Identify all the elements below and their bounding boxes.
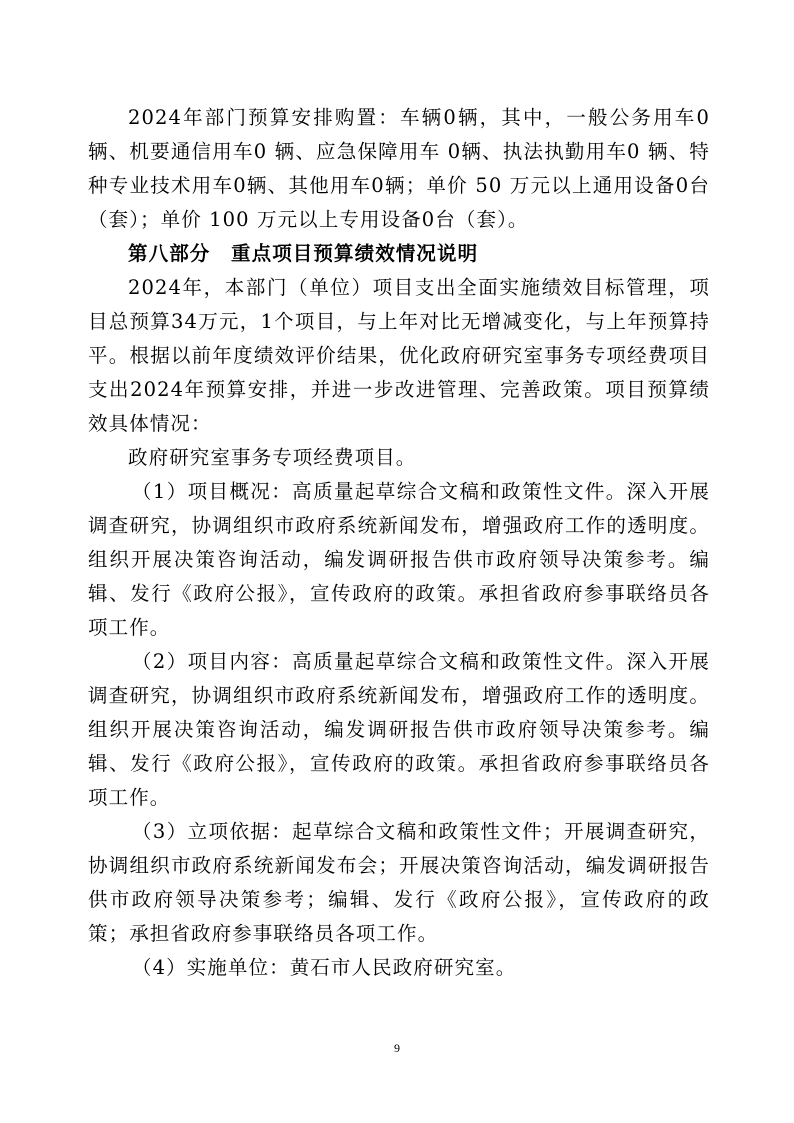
project-name-paragraph: 政府研究室事务专项经费项目。 bbox=[128, 446, 417, 469]
project-content-item: （2）项目内容：高质量起草综合文稿和政策性文件。深入开展调查研究，协调组织市政府系统新闻发布，增强政府工作的透明度。组织开展决策咨询活动，编发调研报告供市政府领导决策参考。编辑、发行《政府公报》，宣传政府的政策。承担省政府参事联络员各项工作。 bbox=[88, 650, 710, 809]
performance-overview-paragraph: 2024年，本部门（单位）项目支出全面实施绩效目标管理，项目总预算34万元，1个项目，与上年对比无增减变化，与上年预算持平。根据以前年度绩效评价结果，优化政府研究室事务专项经费项目支出2024年预算安排，并进一步改进管理、完善政策。项目预算绩效具体情况： bbox=[88, 276, 710, 435]
page-number: 9 bbox=[394, 1041, 400, 1055]
section-heading-part-eight: 第八部分 重点项目预算绩效情况说明 bbox=[128, 242, 479, 265]
project-overview-item: （1）项目概况：高质量起草综合文稿和政策性文件。深入开展调查研究，协调组织市政府系统新闻发布，增强政府工作的透明度。组织开展决策咨询活动，编发调研报告供市政府领导决策参考。编辑、发行《政府公报》，宣传政府的政策。承担省政府参事联络员各项工作。 bbox=[88, 480, 710, 639]
vehicle-purchase-paragraph: 2024年部门预算安排购置：车辆0辆，其中，一般公务用车0辆、机要通信用车0 辆、应急保障用车 0辆、执法执勤用车0 辆、特种专业技术用车0辆、其他用车0辆；单价 50 万元以上通用设备0台（套）；单价 100 万元以上专用设备0台（套）。 bbox=[88, 106, 710, 231]
implementing-unit-item: （4）实施单位：黄石市人民政府研究室。 bbox=[132, 956, 517, 979]
project-basis-item: （3）立项依据：起草综合文稿和政策性文件；开展调查研究，协调组织市政府系统新闻发布会；开展决策咨询活动，编发调研报告供市政府领导决策参考；编辑、发行《政府公报》，宣传政府的政策；承担省政府参事联络员各项工作。 bbox=[88, 820, 710, 945]
page-body bbox=[88, 101, 710, 985]
